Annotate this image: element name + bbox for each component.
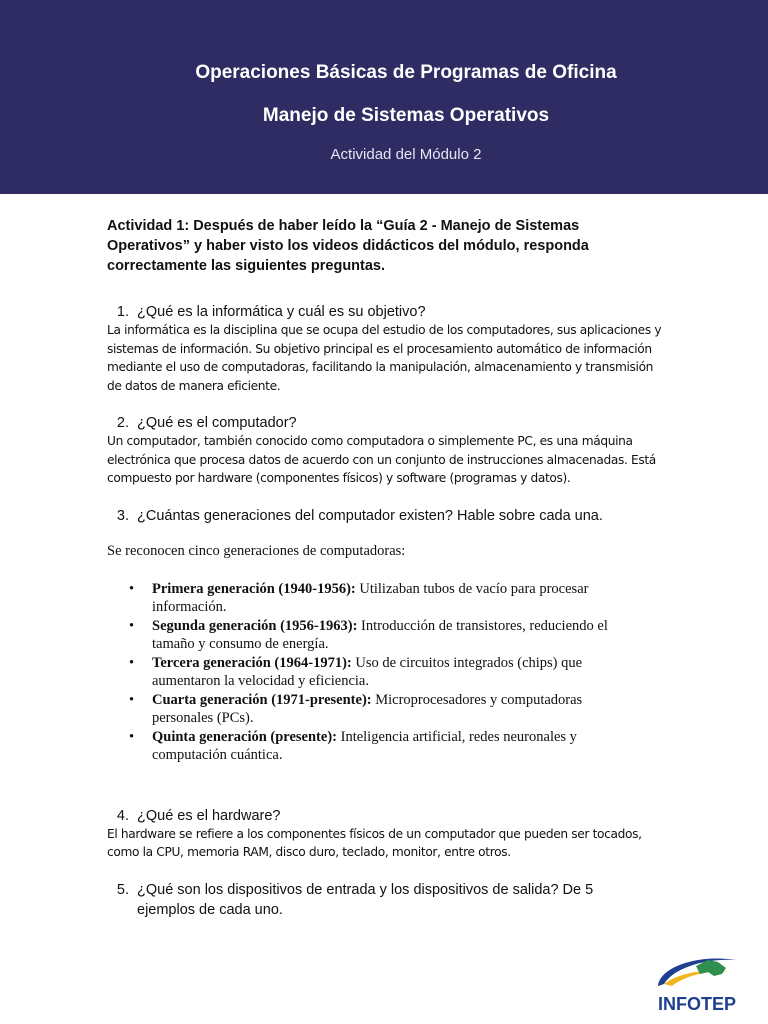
document-header: [0, 0, 768, 194]
answer-text: Un computador, también conocido como computadora o simplemente PC, es una máquina electrónica que procesa datos de acuerdo con un conjunto de instrucciones almacenadas. Está compuesto por hardware (componentes físicos) y software (programas y datos).: [107, 434, 656, 485]
bullet-icon: •: [129, 580, 135, 597]
course-subtitle: Manejo de Sistemas Operativos: [262, 105, 550, 126]
question-text: ¿Qué son los dispositivos de entrada y los dispositivos de salida? De 5 ejemplos de cada uno.: [137, 881, 594, 918]
question-1: [107, 302, 667, 395]
question-text: ¿Qué es la informática y cuál es su objetivo?: [137, 304, 426, 320]
generation-desc: Utilizaban tubos de vacío para procesar información.: [152, 580, 589, 615]
list-item: [107, 580, 622, 616]
list-item: [107, 617, 622, 653]
question-3: [107, 506, 667, 764]
question-number: 3.: [116, 507, 129, 524]
activity-label: Actividad del Módulo 2: [330, 146, 482, 163]
logo-text: INFOTEP: [657, 994, 737, 1014]
list-item: [107, 728, 622, 764]
list-item: [107, 654, 622, 690]
generation-desc: Inteligencia artificial, redes neuronales y computación cuántica.: [152, 728, 577, 763]
course-title: Operaciones Básicas de Programas de Oficina: [195, 62, 617, 83]
question-text: ¿Qué es el hardware?: [137, 807, 281, 824]
generation-desc: Introducción de transistores, reduciendo el tamaño y consumo de energía.: [152, 617, 608, 652]
question-5: [107, 880, 667, 920]
generations-list: [107, 580, 667, 764]
bullet-icon: •: [129, 654, 135, 671]
list-item: [107, 691, 622, 727]
question-2: [107, 413, 667, 488]
activity-instructions: Actividad 1: Después de haber leído la “Guía 2 - Manejo de Sistemas Operativos” y haber visto los videos didácticos del módulo, responda correctamente las siguientes preguntas.: [107, 218, 589, 274]
answer-text: Se reconocen cinco generaciones de computadoras:: [107, 542, 406, 559]
bullet-icon: •: [129, 617, 135, 634]
question-text: ¿Qué es el computador?: [137, 415, 297, 431]
generation-desc: Uso de circuitos integrados (chips) que aumentaron la velocidad y eficiencia.: [152, 654, 583, 689]
question-4: [107, 806, 667, 862]
question-text: ¿Cuántas generaciones del computador existen? Hable sobre cada una.: [137, 507, 603, 524]
bullet-icon: •: [129, 691, 135, 708]
generation-label: Cuarta generación (1971-presente):: [152, 691, 372, 708]
generation-desc: Microprocesadores y computadoras personales (PCs).: [152, 691, 583, 726]
generation-label: Quinta generación (presente):: [152, 728, 337, 745]
generation-label: Segunda generación (1956-1963):: [152, 617, 358, 634]
bullet-icon: •: [129, 728, 135, 745]
document-body: [107, 216, 667, 920]
question-number: 2.: [116, 415, 129, 431]
question-number: 4.: [116, 807, 129, 824]
question-number: 5.: [116, 881, 129, 898]
generation-label: Tercera generación (1964-1971):: [152, 654, 352, 671]
answer-text: La informática es la disciplina que se ocupa del estudio de los computadores, sus aplicaciones y sistemas de información. Su objetivo principal es el procesamiento automático de información mediante el uso de computadoras, facilitando la manipulación, almacenamiento y transmisión de datos de manera eficiente.: [107, 323, 662, 393]
question-number: 1.: [116, 304, 129, 320]
infotep-logo-icon: [650, 946, 744, 1016]
answer-text: El hardware se refiere a los componentes físicos de un computador que pueden ser tocados, como la CPU, memoria RAM, disco duro, teclado, monitor, entre otros.: [107, 826, 642, 859]
generation-label: Primera generación (1940-1956):: [152, 580, 356, 597]
